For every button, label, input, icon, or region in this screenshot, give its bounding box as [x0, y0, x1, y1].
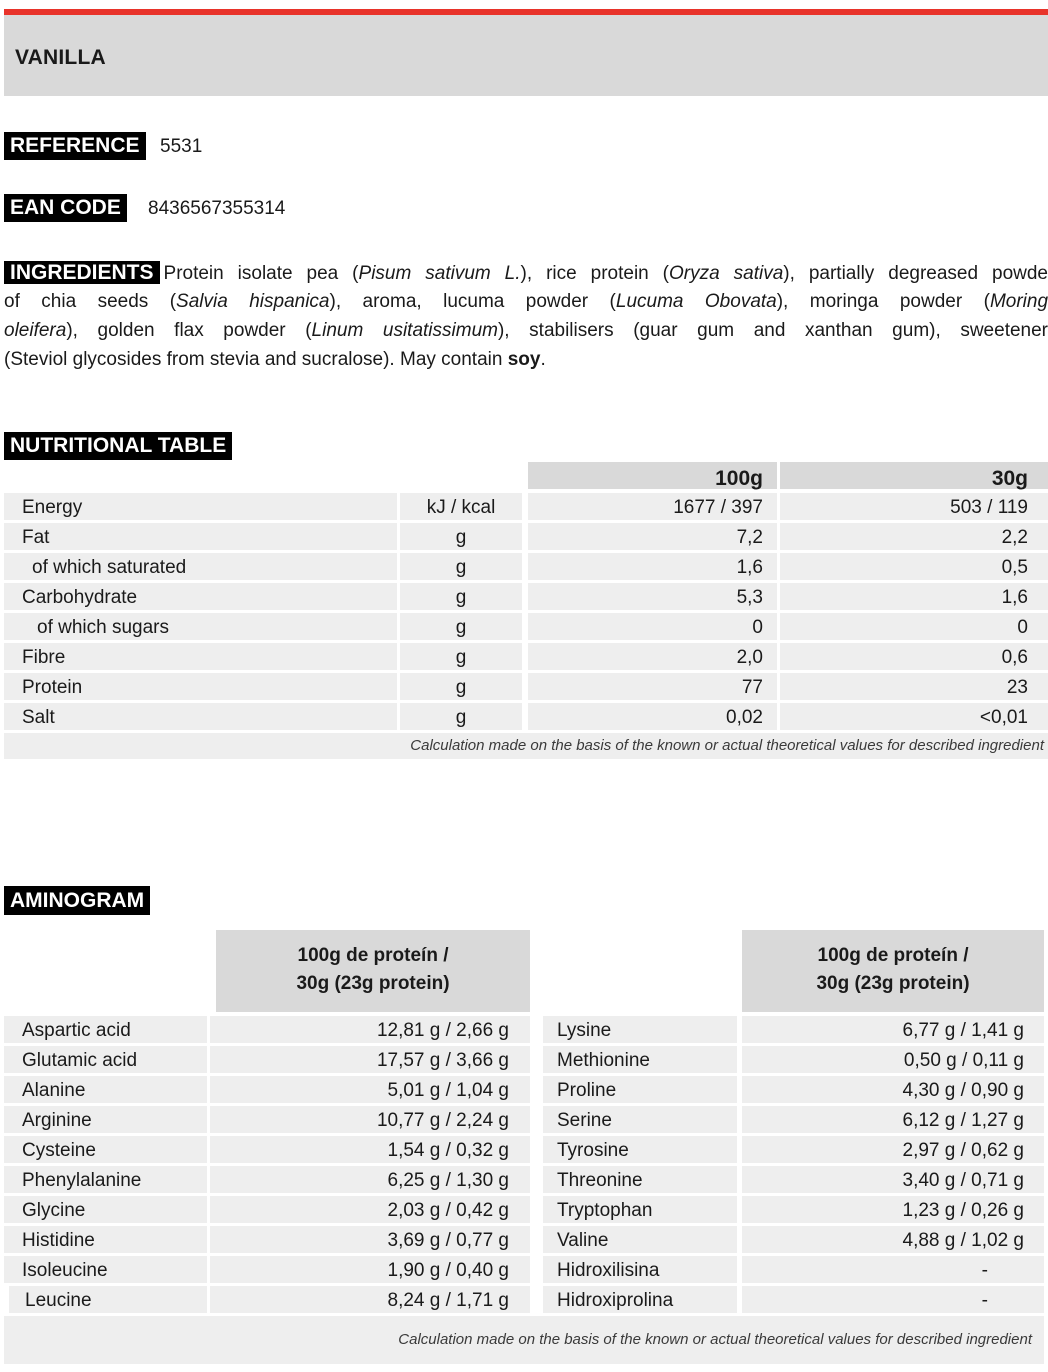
nutrient-per-100g: 7,2 — [528, 523, 777, 550]
amino-acid-value: 10,77 g / 2,24 g — [210, 1106, 530, 1133]
ingredients-line — [4, 345, 1048, 374]
amino-acid-name: Valine — [543, 1226, 737, 1253]
nutrition-row — [4, 643, 1048, 670]
amino-acid-name: Glutamic acid — [4, 1046, 207, 1073]
amino-acid-name: Proline — [543, 1076, 737, 1103]
ean-label: EAN CODE — [4, 194, 127, 222]
aminogram-footnote: Calculation made on the basis of the known or actual theoretical values for described ingredient — [4, 1316, 1044, 1364]
ingredients-text: ), partially degreased powde — [783, 263, 1048, 284]
ean-value: 8436567355314 — [148, 198, 286, 219]
aminogram-label: AMINOGRAM — [4, 886, 150, 915]
ingredients-text: ), stabilisers (guar gum and xanthan gum), sweetener — [497, 320, 1048, 341]
amino-acid-name: Threonine — [543, 1166, 737, 1193]
amino-acid-name: Methionine — [543, 1046, 737, 1073]
amino-acid-value: 2,97 g / 0,62 g — [742, 1136, 1044, 1163]
nutrient-name: Carbohydrate — [4, 583, 397, 610]
amino-acid-value: 8,24 g / 1,71 g — [210, 1286, 530, 1313]
nutrition-header-row — [4, 462, 1048, 489]
nutrition-label: NUTRITIONAL TABLE — [4, 432, 232, 460]
ingredients-text: ), golden flax powder ( — [66, 320, 312, 341]
ingredients-text: . — [540, 349, 546, 370]
amino-acid-value: 1,54 g / 0,32 g — [210, 1136, 530, 1163]
nutrition-row — [4, 493, 1048, 520]
amino-acid-value: 6,77 g / 1,41 g — [742, 1016, 1044, 1043]
product-header — [4, 15, 1048, 96]
amino-acid-name: Phenylalanine — [4, 1166, 207, 1193]
ingredients-line — [4, 287, 1048, 316]
amino-acid-value: 1,23 g / 0,26 g — [742, 1196, 1044, 1223]
nutrient-unit: g — [400, 643, 522, 670]
amino-acid-value: 1,90 g / 0,40 g — [210, 1256, 530, 1283]
amino-acid-value: - — [742, 1256, 1044, 1283]
header-line: 30g (23g protein) — [816, 973, 970, 994]
scientific-name: oleifera — [4, 320, 67, 341]
nutrient-name: Fat — [4, 523, 397, 550]
nutrient-per-30g: 0,5 — [780, 553, 1048, 580]
header-line: 30g (23g protein) — [296, 973, 450, 994]
amino-acid-value: 3,40 g / 0,71 g — [742, 1166, 1044, 1193]
nutrient-per-100g: 1,6 — [528, 553, 777, 580]
header-line: 100g de proteín / — [817, 945, 969, 966]
amino-acid-value: 0,50 g / 0,11 g — [742, 1046, 1044, 1073]
amino-acid-name: Hidroxiprolina — [543, 1286, 737, 1313]
ingredients-text: of chia seeds ( — [4, 291, 177, 312]
reference-value: 5531 — [160, 136, 203, 157]
amino-acid-value: 6,25 g / 1,30 g — [210, 1166, 530, 1193]
nutrient-per-30g: <0,01 — [780, 703, 1048, 730]
amino-acid-value: - — [742, 1286, 1044, 1313]
column-header-30g: 30g — [780, 462, 1048, 489]
ingredients-text: ), rice protein ( — [520, 263, 670, 284]
product-name: VANILLA — [15, 46, 106, 69]
aminogram-column-header — [216, 930, 530, 1012]
nutrient-per-100g: 1677 / 397 — [528, 493, 777, 520]
amino-acid-value: 2,03 g / 0,42 g — [210, 1196, 530, 1223]
column-header-100g: 100g — [528, 462, 777, 489]
amino-acid-name: Lysine — [543, 1016, 737, 1043]
nutrient-per-30g: 23 — [780, 673, 1048, 700]
amino-acid-name: Arginine — [4, 1106, 207, 1133]
nutrient-unit: g — [400, 553, 522, 580]
ingredients-text: ), aroma, lucuma powder ( — [329, 291, 616, 312]
amino-acid-name: Cysteine — [4, 1136, 207, 1163]
ingredients-label: INGREDIENTS — [4, 261, 160, 284]
scientific-name: Salvia hispanica — [176, 291, 330, 312]
nutrition-row — [4, 703, 1048, 730]
amino-acid-value: 3,69 g / 0,77 g — [210, 1226, 530, 1253]
amino-acid-value: 17,57 g / 3,66 g — [210, 1046, 530, 1073]
nutrition-row — [4, 523, 1048, 550]
nutrient-name: Salt — [4, 703, 397, 730]
nutrient-name: Protein — [4, 673, 397, 700]
nutrition-row — [4, 583, 1048, 610]
scientific-name: Linum usitatissimum — [311, 320, 498, 341]
nutrient-unit: kJ / kcal — [400, 493, 522, 520]
ingredients-text: (Steviol glycosides from stevia and sucralose). May contain — [4, 349, 508, 370]
aminogram-column-header — [742, 930, 1044, 1012]
amino-acid-value: 12,81 g / 2,66 g — [210, 1016, 530, 1043]
nutrient-per-30g: 2,2 — [780, 523, 1048, 550]
nutrition-row — [4, 553, 1048, 580]
ingredients-text: ), moringa powder ( — [776, 291, 990, 312]
amino-acid-value: 4,88 g / 1,02 g — [742, 1226, 1044, 1253]
scientific-name: Oryza sativa — [669, 263, 784, 284]
nutrient-name: of which sugars — [4, 613, 397, 640]
amino-acid-name: Glycine — [4, 1196, 207, 1223]
nutrient-name: Fibre — [4, 643, 397, 670]
amino-acid-value: 5,01 g / 1,04 g — [210, 1076, 530, 1103]
amino-acid-value: 4,30 g / 0,90 g — [742, 1076, 1044, 1103]
amino-acid-value: 6,12 g / 1,27 g — [742, 1106, 1044, 1133]
header-line: 100g de proteín / — [297, 945, 449, 966]
nutrient-per-100g: 2,0 — [528, 643, 777, 670]
ingredients-text: Protein isolate pea ( — [163, 263, 359, 284]
scientific-name: Moring — [989, 291, 1048, 312]
amino-acid-name: Isoleucine — [4, 1256, 207, 1283]
amino-acid-name: Leucine — [9, 1286, 207, 1313]
ingredients-line — [4, 316, 1048, 345]
nutrient-per-30g: 0,6 — [780, 643, 1048, 670]
nutrient-name: of which saturated — [4, 553, 397, 580]
amino-acid-name: Tryptophan — [543, 1196, 737, 1223]
nutrient-per-100g: 77 — [528, 673, 777, 700]
nutrient-per-100g: 5,3 — [528, 583, 777, 610]
nutrient-name: Energy — [4, 493, 397, 520]
nutrient-per-30g: 1,6 — [780, 583, 1048, 610]
amino-acid-name: Hidroxilisina — [543, 1256, 737, 1283]
nutrient-unit: g — [400, 673, 522, 700]
ingredients-line — [4, 258, 1048, 287]
amino-acid-name: Tyrosine — [543, 1136, 737, 1163]
nutrient-per-30g: 0 — [780, 613, 1048, 640]
nutrient-unit: g — [400, 583, 522, 610]
nutrition-row — [4, 673, 1048, 700]
allergen: soy — [507, 349, 541, 370]
amino-acid-name: Serine — [543, 1106, 737, 1133]
amino-acid-name: Aspartic acid — [4, 1016, 207, 1043]
reference-label: REFERENCE — [4, 132, 146, 160]
scientific-name: Pisum sativum L. — [358, 263, 521, 284]
nutrient-per-100g: 0 — [528, 613, 777, 640]
nutrition-row — [4, 613, 1048, 640]
scientific-name: Lucuma Obovata — [615, 291, 777, 312]
nutrient-per-30g: 503 / 119 — [780, 493, 1048, 520]
amino-acid-name: Alanine — [4, 1076, 207, 1103]
nutrient-unit: g — [400, 523, 522, 550]
nutrient-unit: g — [400, 613, 522, 640]
ingredients-paragraph — [4, 258, 1048, 374]
amino-acid-name: Histidine — [4, 1226, 207, 1253]
nutrient-unit: g — [400, 703, 522, 730]
nutrition-footnote: Calculation made on the basis of the known or actual theoretical values for described ingredient — [4, 733, 1048, 759]
nutrient-per-100g: 0,02 — [528, 703, 777, 730]
